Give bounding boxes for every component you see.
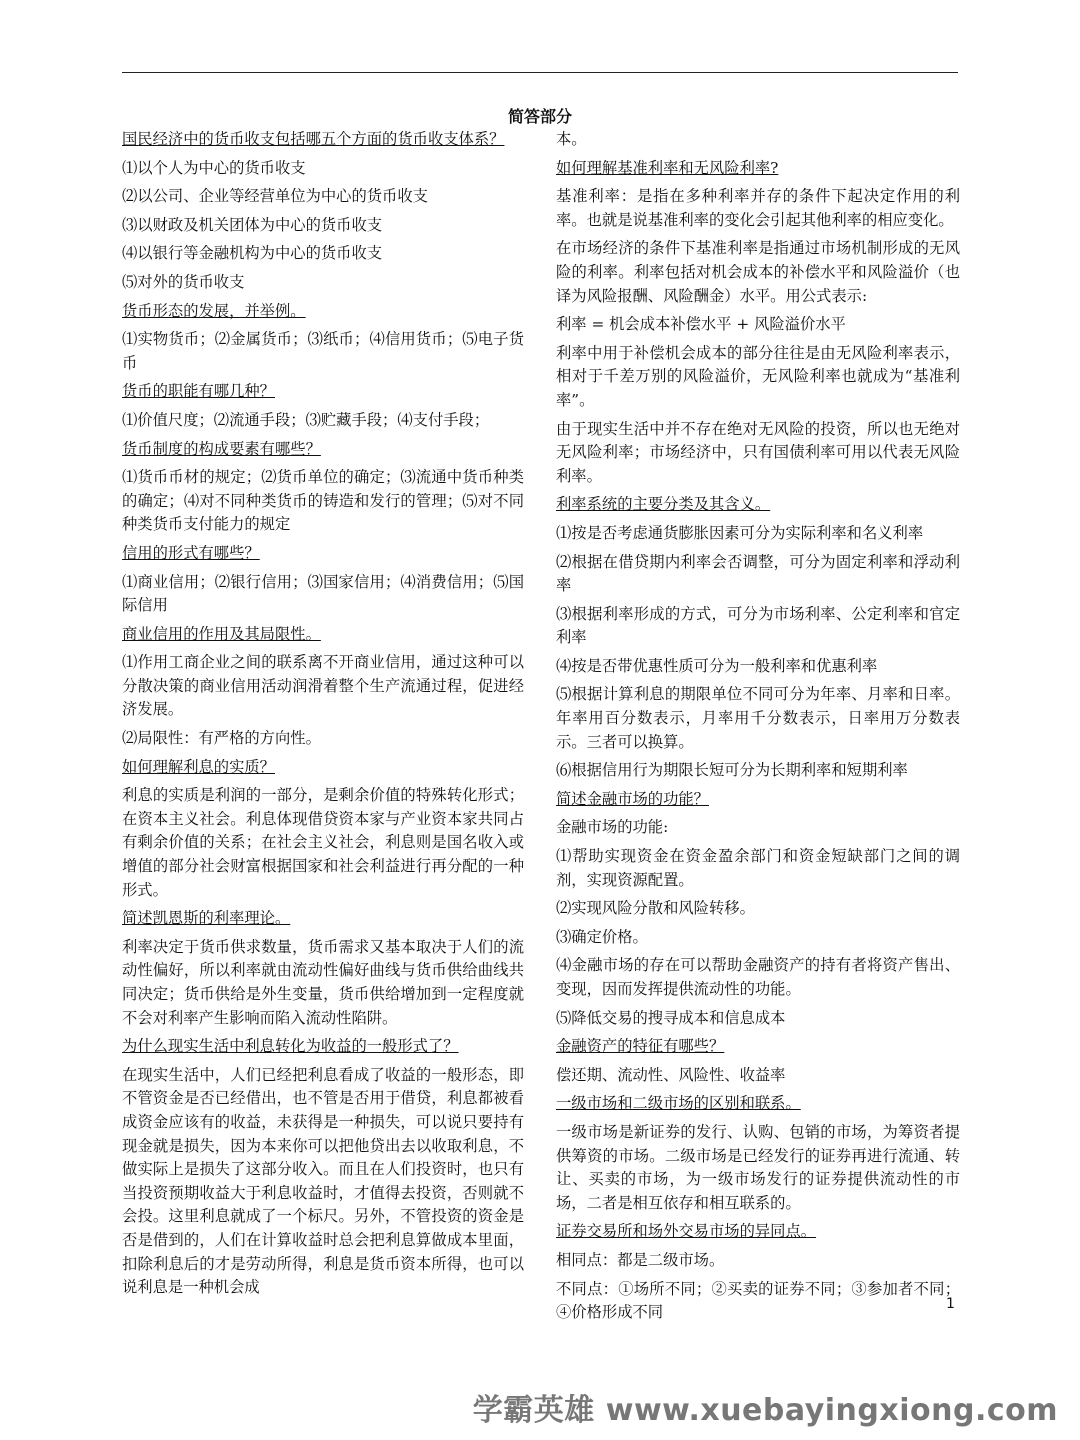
answer-text: ⑵局限性：有严格的方向性。	[122, 729, 321, 748]
answer-text: ⑴价值尺度；⑵流通手段；⑶贮藏手段；⑷支付手段；	[122, 410, 490, 429]
answer-text: 本。	[556, 130, 587, 148]
answer-text: ⑸根据计算利息的期限单位不同可分为年率、月率和日率。年率用百分数表示，月率用千分数表示，日率用万分数表示。三者可以换算。	[556, 685, 960, 751]
header-rule	[122, 72, 958, 73]
answer-text: ⑷以银行等金融机构为中心的货币收支	[122, 244, 383, 263]
answer-text: ⑵根据在借贷期内利率会否调整，可分为固定利率和浮动利率	[556, 552, 960, 595]
answer-text: ⑴帮助实现资金在资金盈余部门和资金短缺部门之间的调剂，实现资源配置。	[556, 847, 960, 889]
footer-watermark: 学霸英雄 www.xuebayingxiong.com	[472, 1393, 1058, 1428]
question-heading: 货币形态的发展，并举例。	[122, 301, 306, 320]
answer-text: ⑶确定价格。	[556, 927, 648, 946]
question-heading: 证券交易所和场外交易市场的异同点。	[556, 1222, 817, 1241]
question-heading: 简述凯恩斯的利率理论。	[122, 909, 291, 928]
answer-text: 由于现实生活中并不存在绝对无风险的投资，所以也无绝对无风险利率；市场经济中，只有国债利率可用以代表无风险利率。	[556, 419, 960, 485]
question-heading: 金融资产的特征有哪些？	[556, 1037, 725, 1056]
answer-text: ⑴实物货币；⑵金属货币；⑶纸币；⑷信用货币；⑸电子货币	[122, 330, 524, 372]
answer-text: ⑷按是否带优惠性质可分为一般利率和优惠利率	[556, 656, 878, 675]
question-heading: 如何理解利息的实质？	[122, 757, 275, 776]
question-heading: 国民经济中的货币收支包括哪五个方面的货币收支体系？	[122, 130, 505, 148]
answer-text: ⑸对外的货币收支	[122, 272, 245, 291]
answer-text: ⑵以公司、企业等经营单位为中心的货币收支	[122, 187, 428, 206]
answer-text: 在现实生活中，人们已经把利息看成了收益的一般形态，即不管资金是否已经借出，也不管是否用于借贷，利息都被看成资金应该有的收益，未获得是一种损失，可以说只要持有现金就是损失，因为本来你可以把他贷出去以收取利息，不做实际上是损失了这部分收入。而且在人们投资时，也只有当投资预期收益大于利息收益时，才值得去投资，否则就不会投。这里利息就成了一个标尺。另外，不管投资的资金是否是借到的，人们在计算收益时总会把利息算做成本里面，扣除利息后的才是劳动所得，利息是货币资本所得，也可以说利息是一种机会成	[122, 1065, 524, 1297]
answer-text: ⑴作用工商企业之间的联系离不开商业信用，通过这种可以分散决策的商业信用活动润滑着整个生产流通过程，促进经济发展。	[122, 653, 524, 719]
answer-text: ⑸降低交易的搜寻成本和信息成本	[556, 1008, 786, 1027]
page-number: 1	[946, 1296, 955, 1312]
page-title: 简答部分	[507, 107, 572, 126]
answer-text: ⑷金融市场的存在可以帮助金融资产的持有者将资产售出、变现，因而发挥提供流动性的功能。	[556, 956, 960, 998]
right-column	[556, 128, 960, 1325]
answer-text: 利率中用于补偿机会成本的部分往往是由无风险利率表示，相对于千差万别的风险溢价，无风险利率也就成为“基准利率”。	[556, 343, 960, 409]
question-heading: 商业信用的作用及其局限性。	[122, 624, 321, 643]
answer-text: 不同点：①场所不同；②买卖的证券不同；③参加者不同；④价格形成不同	[556, 1279, 960, 1322]
answer-text: 金融市场的功能:	[556, 818, 669, 837]
question-heading: 信用的形式有哪些？	[122, 543, 260, 562]
answer-text: ⑵实现风险分散和风险转移。	[556, 899, 755, 918]
question-heading: 简述金融市场的功能？	[556, 789, 709, 808]
answer-text: ⑴以个人为中心的货币收支	[122, 158, 306, 177]
answer-text: 相同点：都是二级市场。	[556, 1250, 725, 1269]
answer-text: 利率决定于货币供求数量，货币需求又基本取决于人们的流动性偏好，所以利率就由流动性偏好曲线与货币供给曲线共同决定；货币供给是外生变量，货币供给增加到一定程度就不会对利率产生影响而陷入流动性陷阱。	[122, 937, 524, 1027]
answer-text: 利率 = 机会成本补偿水平 + 风险溢价水平	[556, 315, 846, 334]
question-heading: 如何理解基准利率和无风险利率?	[556, 158, 779, 177]
answer-text: 利息的实质是利润的一部分，是剩余价值的特殊转化形式；在资本主义社会。利息体现借贷资本家与产业资本家共同占有剩余价值的关系；在社会主义社会，利息则是国名收入或增值的部分社会财富根据国家和社会利益进行再分配的一种形式。	[122, 786, 524, 899]
question-heading: 货币制度的构成要素有哪些？	[122, 439, 321, 458]
left-column	[122, 128, 524, 1300]
answer-text: ⑴按是否考虑通货膨胀因素可分为实际利率和名义利率	[556, 523, 924, 542]
answer-text: ⑴商业信用；⑵银行信用；⑶国家信用；⑷消费信用；⑸国际信用	[122, 572, 524, 615]
answer-text: ⑹根据信用行为期限长短可分为长期利率和短期利率	[556, 761, 908, 780]
question-heading: 一级市场和二级市场的区别和联系。	[556, 1094, 801, 1113]
answer-text: 在市场经济的条件下基准利率是指通过市场机制形成的无风险的利率。利率包括对机会成本的补偿水平和风险溢价（也译为风险报酬、风险酬金）水平。用公式表示:	[556, 239, 960, 305]
answer-text: ⑶根据利率形成的方式，可分为市场利率、公定利率和官定利率	[556, 604, 960, 647]
answer-text: ⑶以财政及机关团体为中心的货币收支	[122, 215, 383, 234]
question-heading: 货币的职能有哪几种？	[122, 382, 275, 401]
question-heading: 为什么现实生活中利息转化为收益的一般形式了？	[122, 1037, 459, 1056]
answer-text: ⑴货币币材的规定；⑵货币单位的确定；⑶流通中货币种类的确定；⑷对不同种类货币的铸造和发行的管理；⑸对不同种类货币支付能力的规定	[122, 468, 524, 534]
answer-text: 基准利率：是指在多种利率并存的条件下起决定作用的利率。也就是说基准利率的变化会引起其他利率的相应变化。	[556, 187, 960, 229]
question-heading: 利率系统的主要分类及其含义。	[556, 495, 771, 514]
answer-text: 一级市场是新证券的发行、认购、包销的市场，为筹资者提供筹资的市场。二级市场是已经发行的证券再进行流通、转让、买卖的市场，为一级市场发行的证券提供流动性的市场，二者是相互依存和相互联系的。	[556, 1122, 960, 1212]
answer-text: 偿还期、流动性、风险性、收益率	[556, 1065, 786, 1084]
